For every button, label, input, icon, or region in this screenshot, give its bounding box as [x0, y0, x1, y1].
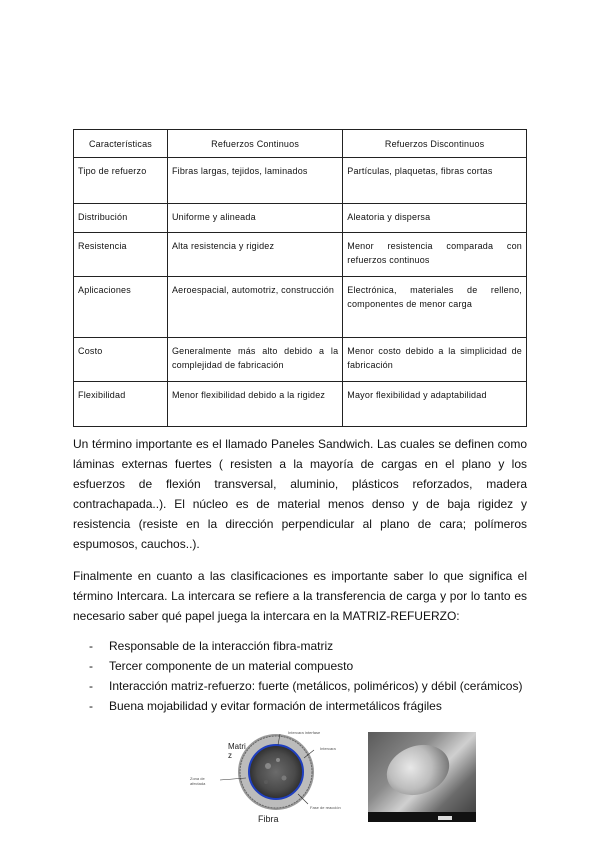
table-row	[74, 204, 527, 233]
list-item	[73, 676, 533, 696]
list-item	[73, 636, 533, 656]
table-cell-discontinuous: Menor costo debido a la simplicidad de fabricación	[343, 338, 527, 382]
list-item-text: Responsable de la interacción fibra-matriz	[109, 639, 334, 653]
table-header-cell: Características	[74, 130, 168, 158]
micrograph-scale-strip	[368, 812, 476, 822]
table-cell-continuous: Menor flexibilidad debido a la rigidez	[167, 382, 342, 427]
micrograph-fiber-shape	[380, 737, 457, 804]
table-cell-discontinuous: Mayor flexibilidad y adaptabilidad	[343, 382, 527, 427]
micrograph-photo	[368, 732, 476, 822]
table-cell-feature: Tipo de refuerzo	[74, 158, 168, 204]
list-item	[73, 696, 533, 716]
matrix-label: Matri z	[228, 742, 246, 760]
fiber-cross-section-diagram	[188, 728, 364, 828]
list-item-text: Interacción matriz-refuerzo: fuerte (metálicos, poliméricos) y débil (cerámicos)	[109, 679, 523, 693]
list-item	[73, 656, 533, 676]
table-cell-feature: Distribución	[74, 204, 168, 233]
list-item-text: Tercer componente de un material compuesto	[109, 659, 354, 673]
table-cell-feature: Resistencia	[74, 233, 168, 277]
table-row	[74, 277, 527, 338]
list-item-text: Buena mojabilidad y evitar formación de intermetálicos frágiles	[109, 699, 442, 713]
dash-bullet-icon: -	[89, 659, 93, 673]
table-cell-feature: Flexibilidad	[74, 382, 168, 427]
intercara-bullet-list	[73, 636, 533, 716]
table-row	[74, 233, 527, 277]
table-cell-continuous: Uniforme y alineada	[167, 204, 342, 233]
sandwich-panels-paragraph: Un término importante es el llamado Paneles Sandwich. Las cuales se definen como láminas externas fuertes ( resisten a la mayoría de cargas en el plano y los esfuerzos de flexión transversal, aluminio, plásticos reforzados, madera contrachapada..). El núcleo es de material menos denso y de baja rigidez y resistencia (resiste en la dirección perpendicular al plano de cara; polímeros espumosos, cauchos..).	[73, 437, 527, 551]
table-header-cell: Refuerzos Continuos	[167, 130, 342, 158]
table-cell-continuous: Generalmente más alto debido a la complejidad de fabricación	[167, 338, 342, 382]
table-cell-feature: Costo	[74, 338, 168, 382]
dash-bullet-icon: -	[89, 679, 93, 693]
micrograph-scale-bar	[438, 816, 452, 820]
fiber-matrix-figure	[188, 728, 478, 828]
callout-bottom-label: Fase de reacción	[310, 805, 341, 810]
intercara-paragraph: Finalmente en cuanto a las clasificaciones es importante saber lo que significa el término Intercara. La intercara se refiere a la transferencia de carga y por lo tanto es necesario saber qué papel juega la intercara en la MATRIZ-REFUERZO:	[73, 569, 527, 623]
table-row	[74, 338, 527, 382]
table-cell-discontinuous: Menor resistencia comparada con refuerzos continuos	[343, 233, 527, 277]
table-row	[74, 158, 527, 204]
dash-bullet-icon: -	[89, 699, 93, 713]
table-cell-continuous: Alta resistencia y rigidez	[167, 233, 342, 277]
table-cell-continuous: Aeroespacial, automotriz, construcción	[167, 277, 342, 338]
fiber-label: Fibra	[258, 814, 279, 824]
table-cell-discontinuous: Partículas, plaquetas, fibras cortas	[343, 158, 527, 204]
table-header-row	[74, 130, 527, 158]
callout-top-label: Intercara interfase	[288, 730, 321, 735]
table-header-cell: Refuerzos Discontinuos	[343, 130, 527, 158]
table-cell-feature: Aplicaciones	[74, 277, 168, 338]
dash-bullet-icon: -	[89, 639, 93, 653]
table-cell-discontinuous: Aleatoria y dispersa	[343, 204, 527, 233]
reinforcement-comparison-table	[73, 129, 527, 427]
callout-right-label: Intercara	[320, 746, 336, 751]
callout-left-label: Zona de afectada	[190, 776, 206, 786]
table-cell-discontinuous: Electrónica, materiales de relleno, componentes de menor carga	[343, 277, 527, 338]
table-cell-continuous: Fibras largas, tejidos, laminados	[167, 158, 342, 204]
table-row	[74, 382, 527, 427]
